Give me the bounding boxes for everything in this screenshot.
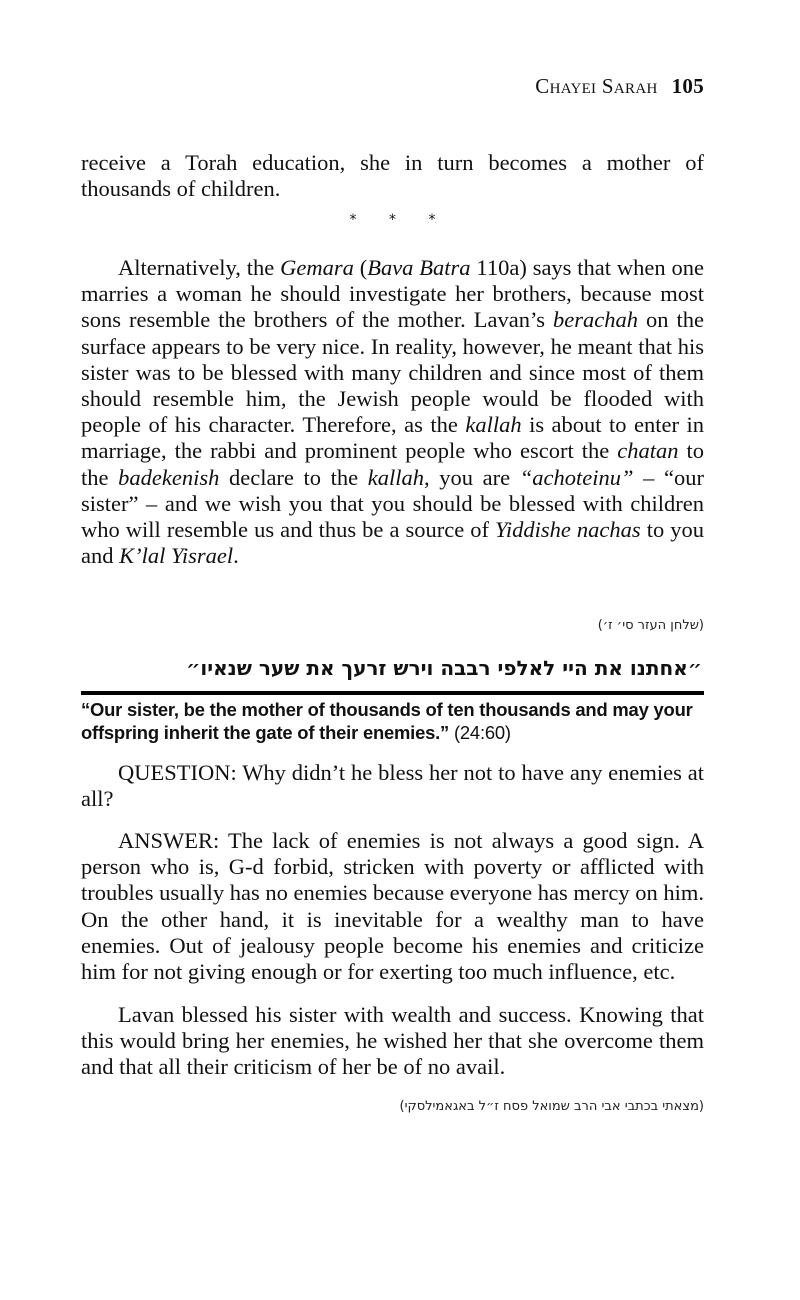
english-verse: “Our sister, be the mother of thousands of ten thousands and may your offspring inherit the gate of their enemies.”: [81, 699, 693, 743]
running-title: Chayei Sarah: [535, 74, 658, 98]
source-citation-1: (שלחן העזר סי׳ ז׳): [597, 618, 704, 633]
term-gemara: Gemara: [280, 255, 354, 280]
section-separator: * * *: [349, 212, 450, 228]
alternatively-paragraph: [81, 255, 704, 569]
answer-paragraph: [81, 828, 704, 985]
text: 110a) says that when one marries a woman he should investigate her brothers, because most sons resemble the brothers of the mother. Lavan’s: [81, 255, 704, 333]
text: , you are: [424, 464, 520, 490]
continuation-line-2: thousands of children.: [81, 176, 281, 202]
conclusion-text: Lavan blessed his sister with wealth and success. Knowing that this would bring her enemies, he wished her that she overcome them and that all their criticism of her be of no avail.: [81, 1002, 704, 1080]
question-paragraph: [81, 760, 704, 812]
english-verse-heading: [81, 698, 704, 744]
term-chatan: chatan: [617, 438, 679, 464]
text: to the: [81, 438, 704, 490]
question-text: QUESTION: Why didn’t he bless her not to have any enemies at all?: [81, 760, 704, 812]
text: – “our sister” – and we wish you that you should be blessed with children who will resemble us and thus be a source of: [81, 464, 704, 543]
term-bava-batra: Bava Batra: [367, 255, 471, 280]
text: declare to the: [219, 464, 368, 490]
running-head: [535, 74, 704, 99]
text: on the surface appears to be very nice. In reality, however, he meant that his sister was to be blessed with many children and since most of them should resemble him, the Jewish people would be flooded with people of his character. Therefore, as the: [81, 307, 704, 438]
term-berachah: berachah: [553, 307, 638, 333]
continuation-paragraph: [81, 150, 704, 202]
heading-rule: [81, 691, 704, 695]
text: is about to enter in marriage, the rabbi and prominent people who escort the: [81, 412, 704, 464]
text: to you and: [81, 517, 704, 569]
verse-reference: (24:60): [449, 722, 511, 743]
text: (: [353, 255, 368, 280]
term-kallah: kallah: [367, 464, 425, 490]
term-achoteinu: “achoteinu”: [519, 464, 634, 490]
source-citation-2: (מצאתי בכתבי אבי הרב שמואל פסח ז״ל באגאמילסקי): [399, 1099, 704, 1114]
term-yiddishe-nachas: Yiddishe nachas: [495, 517, 641, 543]
term-klal-yisrael: K’lal Yisrael: [119, 543, 234, 569]
text: Alternatively, the: [118, 255, 281, 280]
answer-text: ANSWER: The lack of enemies is not always a good sign. A person who is, G-d forbid, stricken with poverty or afflicted with troubles usually has no enemies because everyone has mercy on him. On the other hand, it is inevitable for a wealthy man to have enemies. Out of jealousy people become his enemies and criticize him for not giving enough or for exerting too much influence, etc.: [81, 828, 704, 985]
continuation-line-1: receive a Torah education, she in turn becomes a mother of: [81, 150, 704, 175]
page-number: 105: [671, 74, 704, 98]
term-badekenish: badekenish: [118, 464, 220, 490]
term-kallah: kallah: [465, 412, 522, 438]
text: .: [233, 543, 239, 569]
hebrew-verse-heading: ״אחתנו את היי לאלפי רבבה וירש זרעך את שער שנאיו״: [186, 656, 702, 680]
conclusion-paragraph: [81, 1002, 704, 1081]
